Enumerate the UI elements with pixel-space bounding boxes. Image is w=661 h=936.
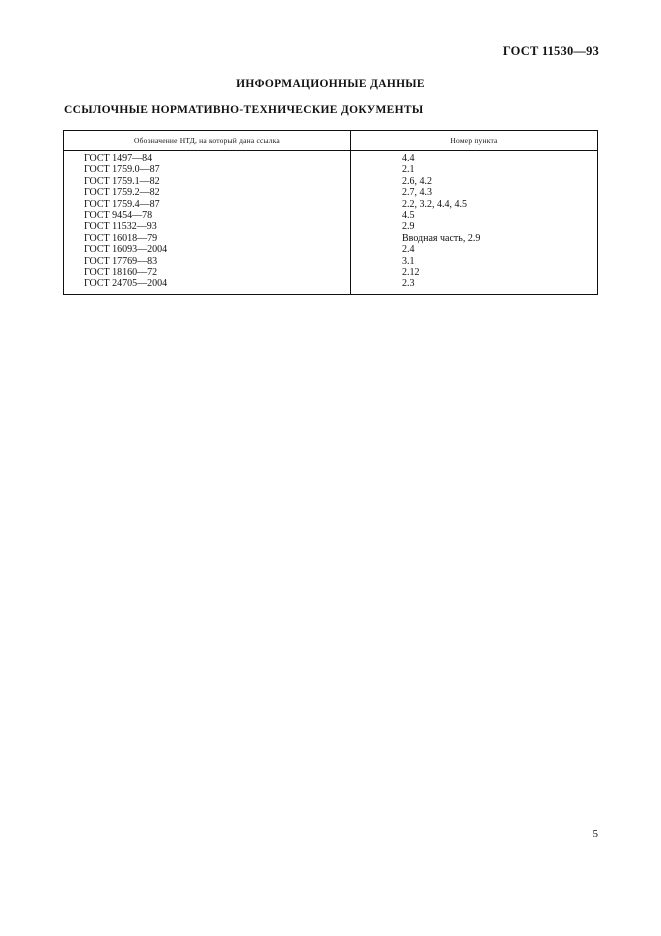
cell-document: ГОСТ 1497—84 xyxy=(64,151,351,165)
cell-item-number: 2.12 xyxy=(402,267,420,279)
cell-document: ГОСТ 1759.0—87 xyxy=(64,164,351,175)
cell-document: ГОСТ 18160—72 xyxy=(64,267,351,278)
cell-document: ГОСТ 11532—93 xyxy=(64,221,351,232)
cell-item-number: 2.6, 4.2 xyxy=(402,175,432,187)
table-header-row xyxy=(64,131,598,151)
cell-document: ГОСТ 24705—2004 xyxy=(64,278,351,294)
document-code: ГОСТ 11530—93 xyxy=(502,44,599,58)
table-row xyxy=(64,233,598,244)
table-row xyxy=(64,244,598,255)
table-row xyxy=(64,164,598,175)
cell-item-number: 2.1 xyxy=(402,164,415,176)
cell-document: ГОСТ 1759.4—87 xyxy=(64,199,351,210)
cell-item-number: 2.7, 4.3 xyxy=(402,187,432,199)
table-row xyxy=(64,256,598,267)
table-row xyxy=(64,278,598,294)
column-header-item-number: Номер пункта xyxy=(351,131,598,151)
table-row xyxy=(64,210,598,221)
table-row xyxy=(64,187,598,198)
cell-item-number: 2.3 xyxy=(402,278,415,290)
subsection-title: ССЫЛОЧНЫЕ НОРМАТИВНО-ТЕХНИЧЕСКИЕ ДОКУМЕНТЫ xyxy=(64,104,424,116)
table-row xyxy=(64,267,598,278)
table-row xyxy=(64,176,598,187)
cell-document: ГОСТ 1759.2—82 xyxy=(64,187,351,198)
reference-documents-table xyxy=(63,130,598,295)
cell-document: ГОСТ 17769—83 xyxy=(64,256,351,267)
cell-document: ГОСТ 16093—2004 xyxy=(64,244,351,255)
cell-item-number: 2.9 xyxy=(402,221,415,233)
section-title: ИНФОРМАЦИОННЫЕ ДАННЫЕ xyxy=(236,78,425,90)
column-header-document: Обозначение НТД, на который дана ссылка xyxy=(64,131,351,151)
cell-item-number: 4.5 xyxy=(402,210,415,222)
table-row xyxy=(64,221,598,232)
cell-item-number: 2.2, 3.2, 4.4, 4.5 xyxy=(402,198,467,210)
cell-item-number: 4.4 xyxy=(402,153,415,164)
table-row xyxy=(64,151,598,165)
cell-item-number: 2.4 xyxy=(402,244,415,256)
cell-item-number: 3.1 xyxy=(402,255,415,267)
cell-document: ГОСТ 16018—79 xyxy=(64,233,351,244)
table-row xyxy=(64,199,598,210)
cell-document: ГОСТ 9454—78 xyxy=(64,210,351,221)
page-number: 5 xyxy=(592,828,598,840)
cell-document: ГОСТ 1759.1—82 xyxy=(64,176,351,187)
cell-item-number: Вводная часть, 2.9 xyxy=(402,232,481,244)
